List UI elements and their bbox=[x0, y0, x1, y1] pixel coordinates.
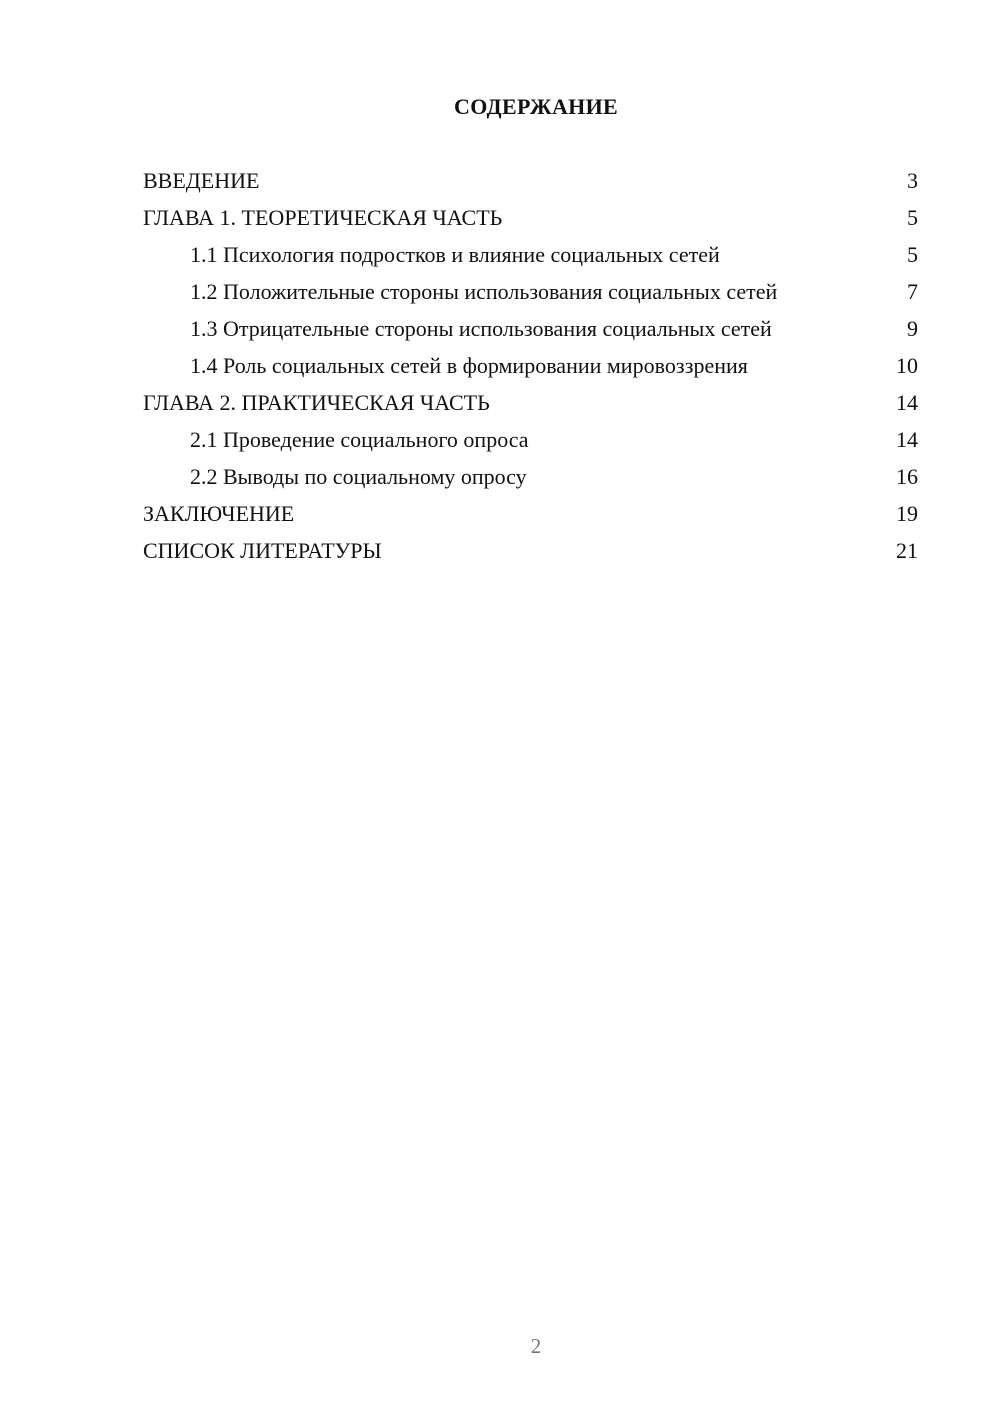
toc-entry-page: 5 bbox=[907, 242, 918, 267]
toc-entry-label: 2.2 Выводы по социальному опросу bbox=[190, 464, 527, 489]
toc-entry-chapter-2[interactable] bbox=[143, 390, 918, 416]
toc-entry-page: 10 bbox=[896, 353, 918, 378]
toc-entry-page: 9 bbox=[907, 316, 918, 341]
toc-entry-label: 1.2 Положительные стороны использования социальных сетей bbox=[190, 279, 778, 304]
toc-entry-label: ГЛАВА 2. ПРАКТИЧЕСКАЯ ЧАСТЬ bbox=[143, 390, 490, 415]
toc-entry-conclusion[interactable] bbox=[143, 501, 918, 527]
toc-entry-label: 1.4 Роль социальных сетей в формировании мировоззрения bbox=[190, 353, 748, 378]
toc-entry-chapter-1[interactable] bbox=[143, 205, 918, 231]
page-title: СОДЕРЖАНИЕ bbox=[454, 94, 618, 119]
toc-entry-section-2-2[interactable] bbox=[143, 464, 918, 490]
toc-entry-section-2-1[interactable] bbox=[143, 427, 918, 453]
toc-entry-label: ВВЕДЕНИЕ bbox=[143, 168, 260, 193]
toc-entry-page: 14 bbox=[896, 427, 918, 452]
toc-entry-label: ГЛАВА 1. ТЕОРЕТИЧЕСКАЯ ЧАСТЬ bbox=[143, 205, 503, 230]
toc-entry-section-1-1[interactable] bbox=[143, 242, 918, 268]
toc-entry-section-1-2[interactable] bbox=[143, 279, 918, 305]
toc-entry-label: 1.1 Психология подростков и влияние социальных сетей bbox=[190, 242, 720, 267]
toc-entry-page: 3 bbox=[907, 168, 918, 193]
toc-entry-label: СПИСОК ЛИТЕРАТУРЫ bbox=[143, 538, 382, 563]
toc-entry-section-1-3[interactable] bbox=[143, 316, 918, 342]
toc-entry-page: 7 bbox=[907, 279, 918, 304]
toc-entry-section-1-4[interactable] bbox=[143, 353, 918, 379]
toc-entry-page: 19 bbox=[896, 501, 918, 526]
toc-entry-page: 16 bbox=[896, 464, 918, 489]
table-of-contents bbox=[143, 168, 918, 575]
page-number: 2 bbox=[530, 1334, 542, 1358]
toc-entry-page: 5 bbox=[907, 205, 918, 230]
toc-entry-references[interactable] bbox=[143, 538, 918, 564]
toc-entry-label: 2.1 Проведение социального опроса bbox=[190, 427, 529, 452]
toc-entry-label: 1.3 Отрицательные стороны использования социальных сетей bbox=[190, 316, 772, 341]
toc-entry-introduction[interactable] bbox=[143, 168, 918, 194]
toc-entry-page: 14 bbox=[896, 390, 918, 415]
toc-entry-label: ЗАКЛЮЧЕНИЕ bbox=[143, 501, 295, 526]
toc-entry-page: 21 bbox=[896, 538, 918, 563]
